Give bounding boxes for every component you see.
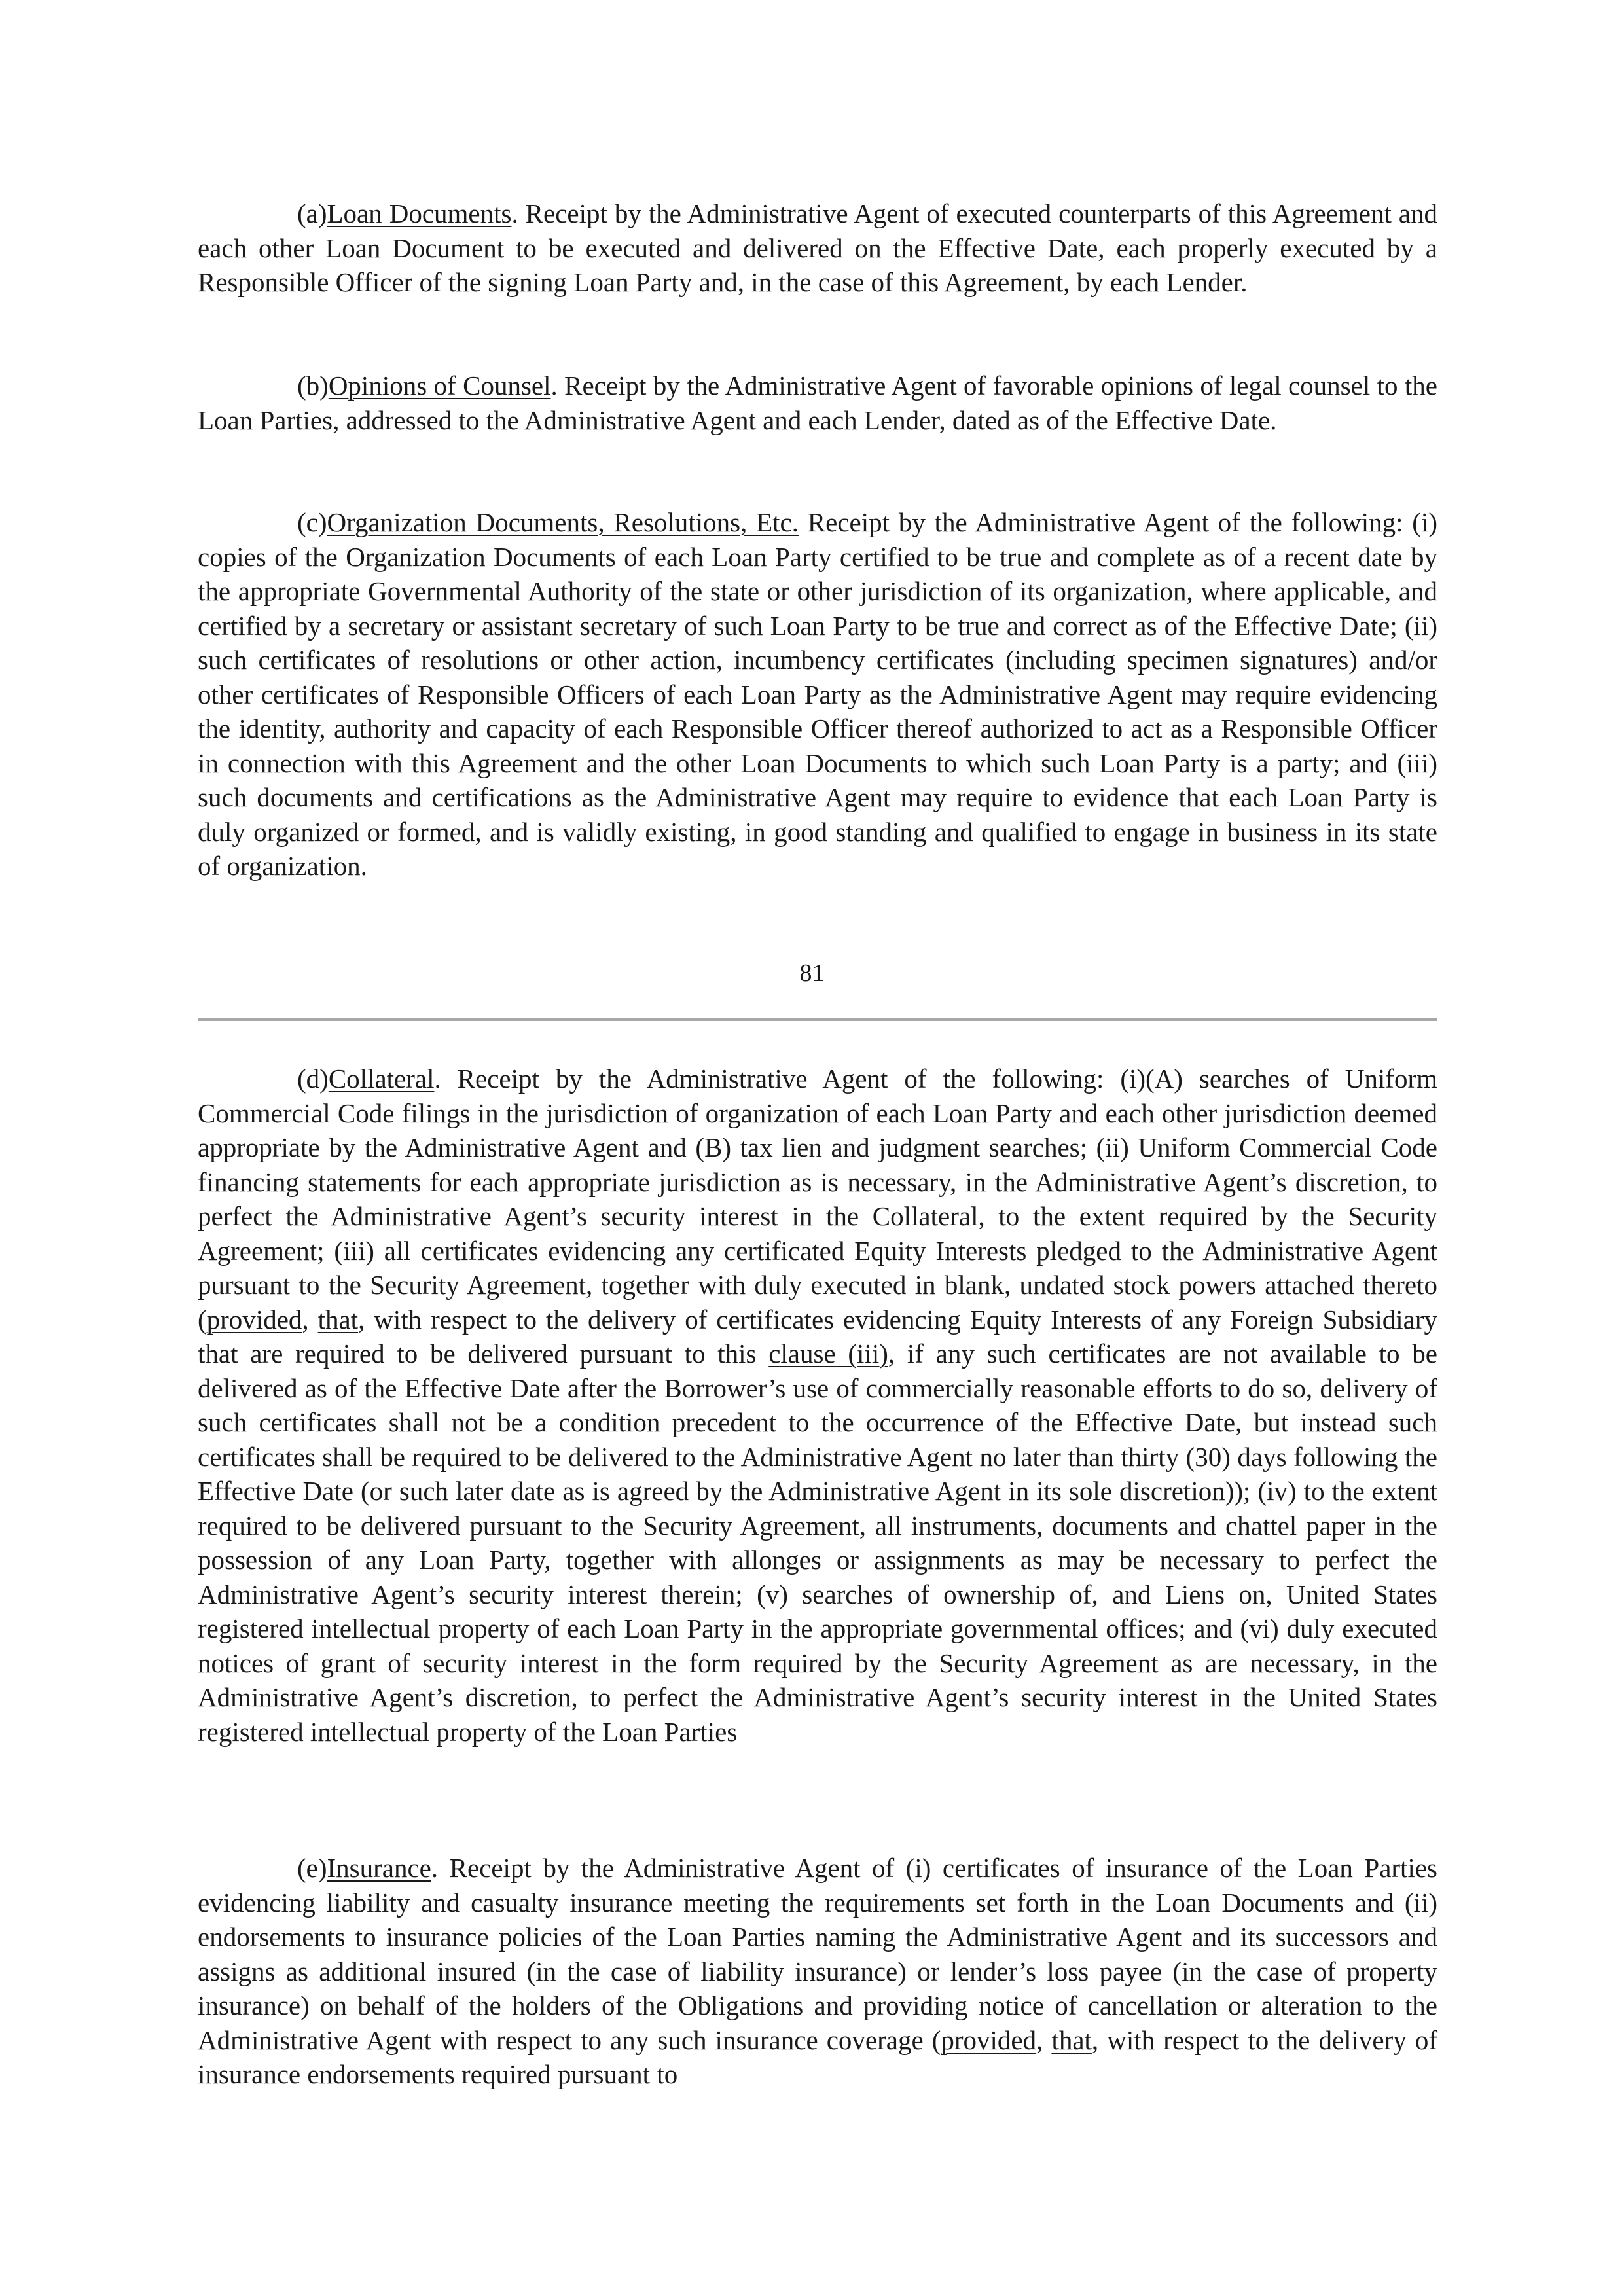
paragraph-body: Receipt by the Administrative Agent of the following: (i) copies of the Organization Documents of each Loan Party certified to be true and complete as of a recent date by the appropriate Governmental Authority of the state or other jurisdiction of its organization, where applicable, and certified by a secretary or assistant secretary of such Loan Party to be true and correct as of the Effective Date; (ii) such certificates of resolutions or other action, incumbency certificates (including specimen signatures) and/or other certificates of Responsible Officers of each Loan Party as the Administrative Agent may require evidencing the identity, authority and capacity of each Responsible Officer thereof authorized to act as a Responsible Officer in connection with this Agreement and the other Loan Documents to which such Loan Party is a party; and (iii) such documents and certifications as the Administrative Agent may require to evidence that each Loan Party is duly organized or formed, and is validly existing, in good standing and qualified to engage in business in its state of organization. xyxy=(198,507,1437,881)
paragraph-body: . Receipt by the Administrative Agent of favorable opinions of legal counsel to the Loan Parties, addressed to the Administrative Agent and each Lender, dated as of the Effective Date. xyxy=(198,370,1437,435)
paragraph-marker: (e) xyxy=(297,1853,327,1883)
that-term: that xyxy=(317,1304,359,1335)
page-number: 81 xyxy=(799,960,825,987)
paragraph-heading: Opinions of Counsel xyxy=(328,370,551,401)
paragraph-heading: Insurance xyxy=(327,1853,431,1883)
paragraph-body: . Receipt by the Administrative Agent of the following: (i)(A) searches of Uniform Commercial Code filings in the jurisdiction of organization of each Loan Party and each other jurisdiction deemed appropriate by the Administrative Agent and (B) tax lien and judgment searches; (ii) Uniform Commercial Code financing statements for each appropriate jurisdiction as is necessary, in the Administrative Agent’s discretion, to perfect the Administrative Agent’s security interest in the Collateral, to the extent required by the Security Agreement; (iii) all certificates evidencing any certificated Equity Interests pledged to the Administrative Agent pursuant to the Security Agreement, together with duly executed in blank, undated stock powers attached thereto ( xyxy=(198,1064,1437,1335)
paragraph-heading: Loan Documents xyxy=(327,198,512,228)
paragraph-marker: (c) xyxy=(297,507,327,537)
paragraph-b-opinions-of-counsel xyxy=(198,368,1437,437)
paragraph-body: . Receipt by the Administrative Agent of (i) certificates of insurance of the Loan Parties evidencing liability and casualty insurance meeting the requirements set forth in the Loan Documents and (ii) endorsements to insurance policies of the Loan Parties naming the Administrative Agent and its successors and assigns as additional insured (in the case of liability insurance) or lender’s loss payee (in the case of property insurance) on behalf of the holders of the Obligations and providing notice of cancellation or alteration to the Administrative Agent with respect to any such insurance coverage ( xyxy=(198,1853,1437,2055)
paragraph-marker: (d) xyxy=(297,1064,329,1094)
paragraph-body: , if any such certificates are not available to be delivered as of the Effective Date after the Borrower’s use of commercially reasonable efforts to do so, delivery of such certificates shall not be a condition precedent to the occurrence of the Effective Date, but instead such certificates shall be required to be delivered to the Administrative Agent no later than thirty (30) days following the Effective Date (or such later date as is agreed by the Administrative Agent in its sole discretion)); (iv) to the extent required to be delivered pursuant to the Security Agreement, all instruments, documents and chattel paper in the possession of any Loan Party, together with allonges or assignments as may be necessary to perfect the Administrative Agent’s security interest therein; (v) searches of ownership of, and Liens on, United States registered intellectual property of each Loan Party in the appropriate governmental offices; and (vi) duly executed notices of grant of security interest in the form required by the Security Agreement as are necessary, in the Administrative Agent’s discretion, to perfect the Administrative Agent’s security interest in the United States registered intellectual property of the Loan Parties xyxy=(198,1338,1437,1747)
paragraph-heading: Organization Documents, Resolutions, Etc. xyxy=(327,507,799,537)
clause-reference: clause (iii) xyxy=(768,1338,888,1369)
provided-term: provided xyxy=(941,2024,1037,2055)
paragraph-marker: (a) xyxy=(297,198,327,228)
punctuation: , xyxy=(302,1304,318,1335)
paragraph-body: , with respect to the delivery of certificates evidencing Equity Interests of any Foreign Subsidiary that are required to be delivered pursuant to this xyxy=(198,1304,1437,1369)
paragraph-marker: (b) xyxy=(297,370,329,401)
paragraph-a-loan-documents xyxy=(198,196,1437,300)
paragraph-e-insurance xyxy=(198,1851,1437,2092)
paragraph-heading: Collateral xyxy=(328,1064,435,1094)
punctuation: , xyxy=(1036,2024,1052,2055)
paragraph-c-organization-documents xyxy=(198,505,1437,884)
that-term: that xyxy=(1051,2024,1092,2055)
paragraph-body: . Receipt by the Administrative Agent of executed counterparts of this Agreement and each other Loan Document to be executed and delivered on the Effective Date, each properly executed by a Responsible Officer of the signing Loan Party and, in the case of this Agreement, by each Lender. xyxy=(198,198,1437,297)
paragraph-d-collateral xyxy=(198,1062,1437,1749)
page-break-divider xyxy=(198,1018,1437,1021)
paragraph-body: , with respect to the delivery of insurance endorsements required pursuant to xyxy=(198,2024,1437,2089)
provided-term: provided xyxy=(206,1304,302,1335)
